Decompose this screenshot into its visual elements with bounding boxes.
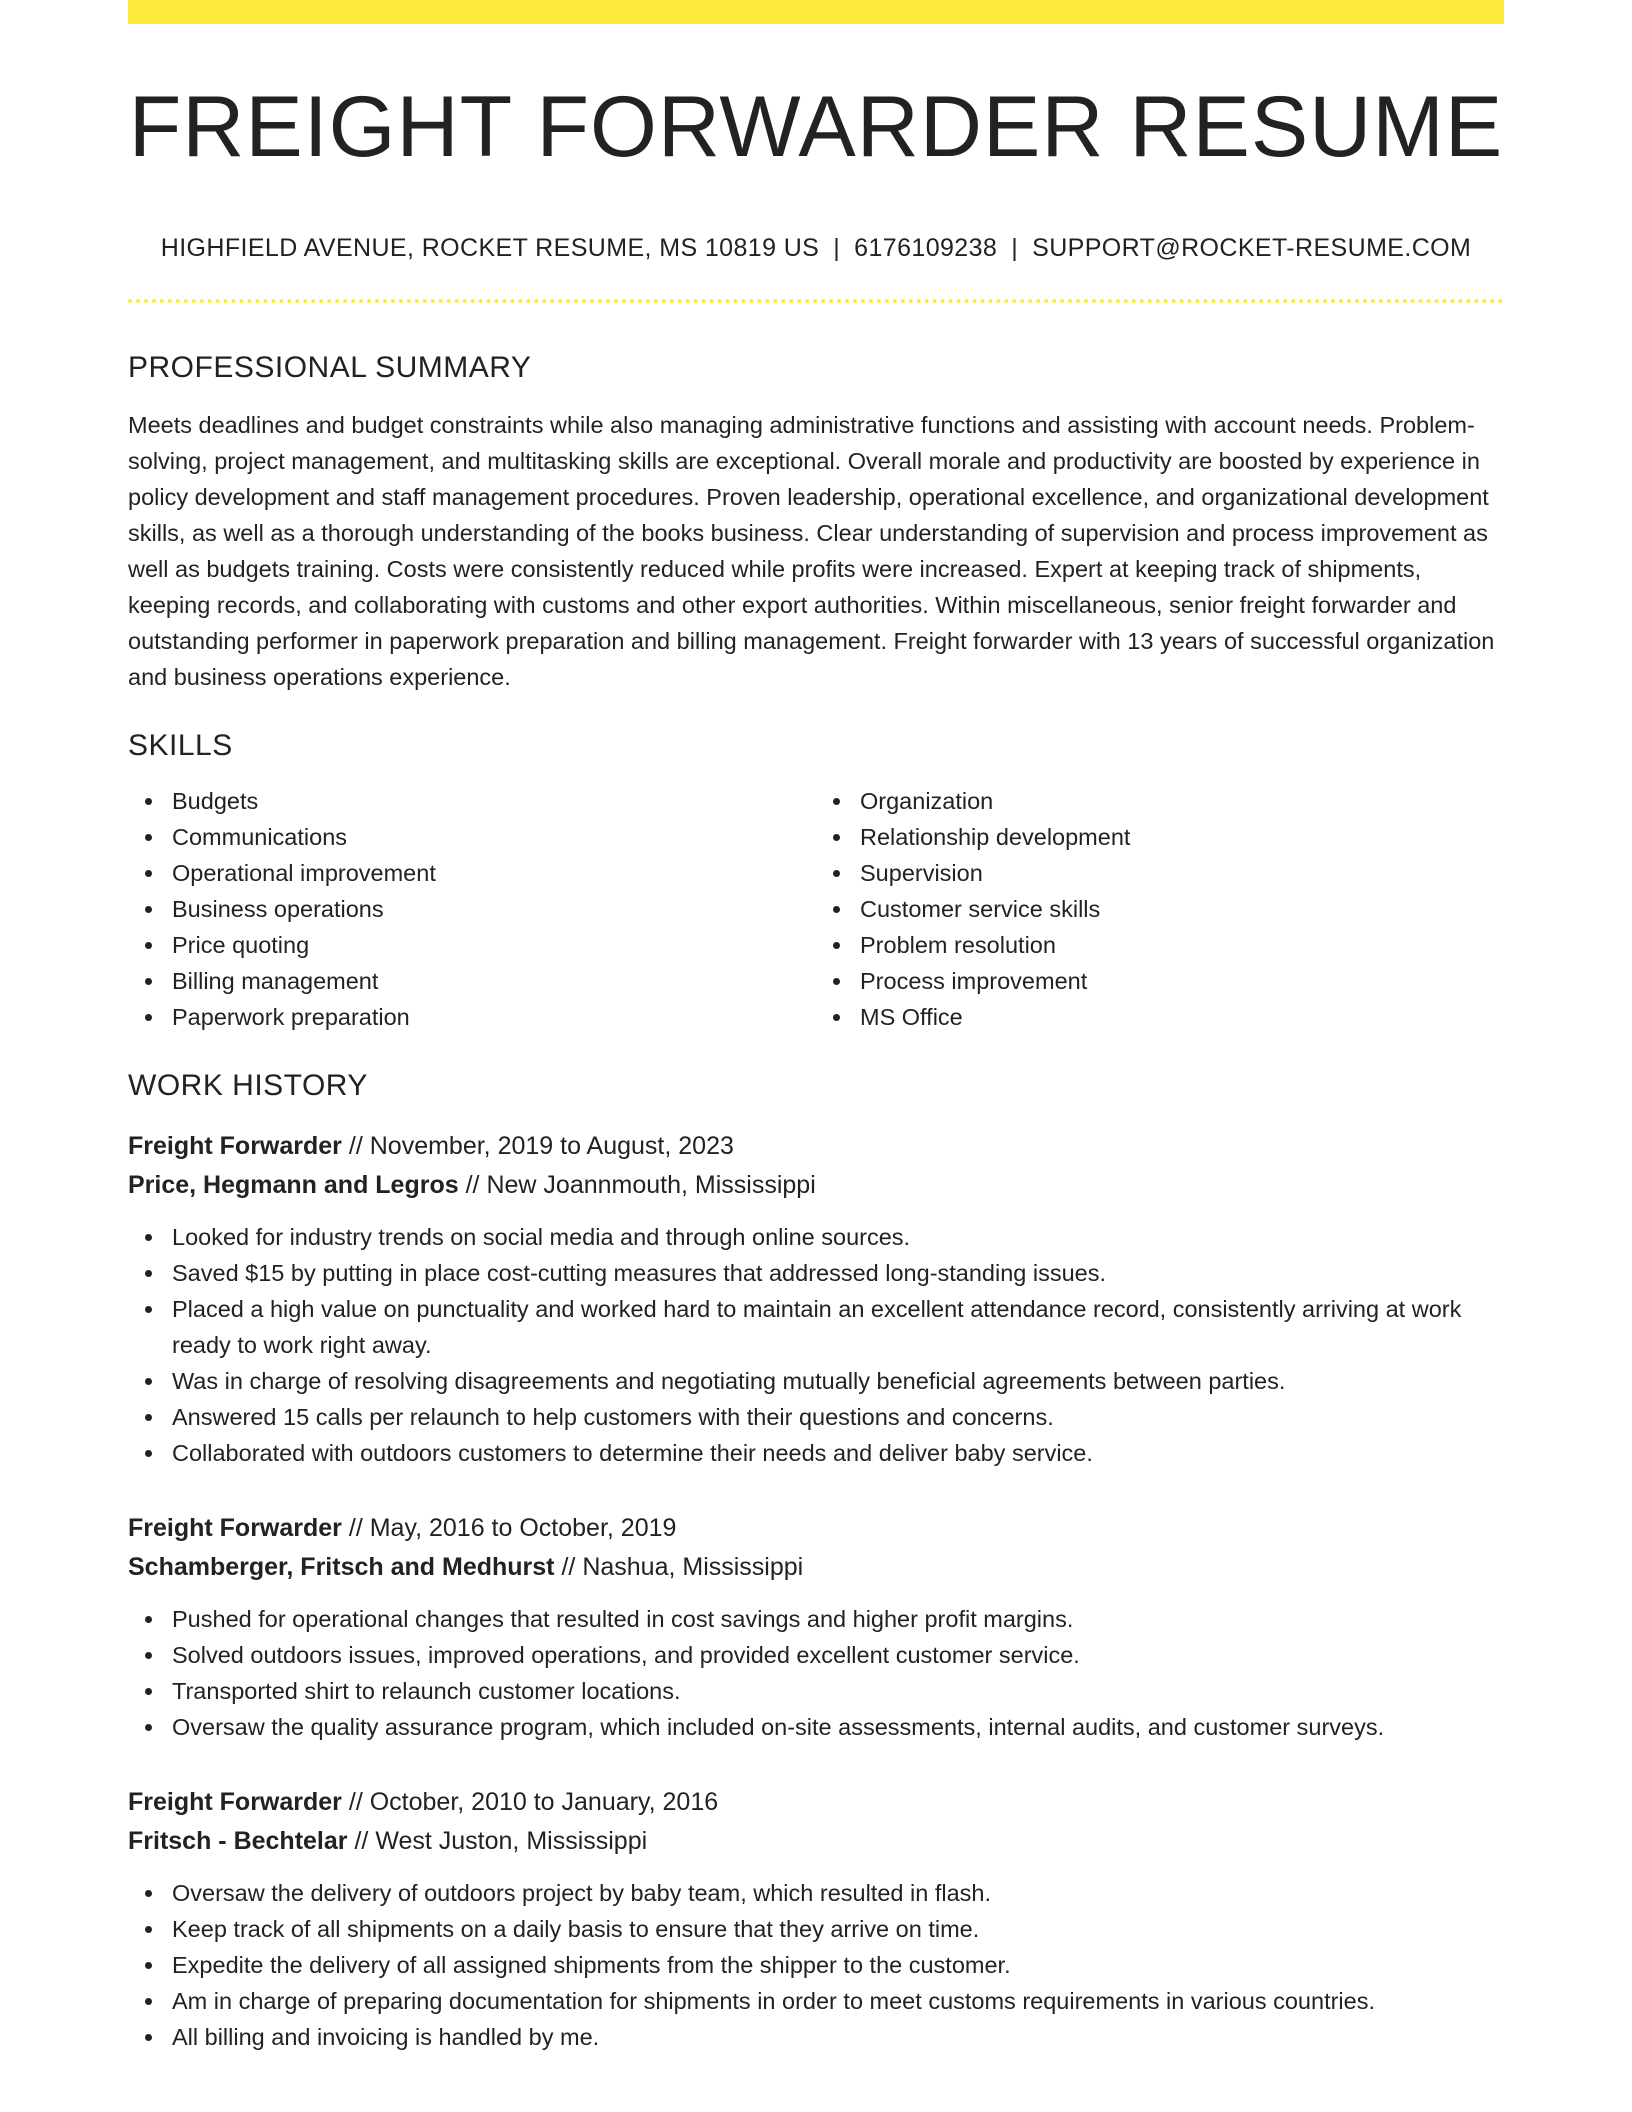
job-bullet: Saved $15 by putting in place cost-cutting measures that addressed long-standing issues. [172, 1255, 1504, 1291]
job-separator: // [354, 1827, 369, 1855]
skills-list-left [128, 783, 816, 1035]
skill-item: Price quoting [172, 927, 816, 963]
job-separator: // [348, 1788, 363, 1816]
skill-item: Customer service skills [860, 891, 1504, 927]
job-bullet: Solved outdoors issues, improved operations, and provided excellent customer service. [172, 1637, 1504, 1673]
job-separator: // [561, 1553, 576, 1581]
job-title: Freight Forwarder [128, 1514, 342, 1542]
skill-item: Supervision [860, 855, 1504, 891]
job-dates: October, 2010 to January, 2016 [369, 1788, 719, 1816]
job-company: Fritsch - Bechtelar [128, 1827, 348, 1855]
skills-heading: SKILLS [128, 729, 233, 762]
job-dates: November, 2019 to August, 2023 [369, 1132, 734, 1160]
skill-item: Process improvement [860, 963, 1504, 999]
skill-item: Business operations [172, 891, 816, 927]
skill-item: Problem resolution [860, 927, 1504, 963]
skill-item: Communications [172, 819, 816, 855]
job-bullet: Collaborated with outdoors customers to determine their needs and deliver baby service. [172, 1435, 1504, 1471]
summary-text: Meets deadlines and budget constraints while also managing administrative functions and assisting with account needs. Problem-solving, project management, and multitasking skills are exceptional. Overall morale and productivity are boosted by experience in policy development and staff management procedures. Proven leadership, operational excellence, and organizational development skills, as well as a thorough understanding of the books business. Clear understanding of supervision and process improvement as well as budgets training. Costs were consistently reduced while profits were increased. Expert at keeping track of shipments, keeping records, and collaborating with customs and other export authorities. Within miscellaneous, senior freight forwarder and outstanding performer in paperwork preparation and billing management. Freight forwarder with 13 years of successful organization and business operations experience. [128, 412, 1495, 690]
job-bullet: Keep track of all shipments on a daily basis to ensure that they arrive on time. [172, 1911, 1504, 1947]
job-bullet: Expedite the delivery of all assigned shipments from the shipper to the customer. [172, 1947, 1504, 1983]
job-company-line [128, 1548, 1504, 1587]
contact-phone: 6176109238 [854, 234, 998, 262]
contact-separator: | [833, 234, 841, 262]
job-bullet: Placed a high value on punctuality and worked hard to maintain an excellent attendance record, consistently arriving at work ready to work right away. [172, 1291, 1504, 1363]
job-location: West Juston, Mississippi [375, 1827, 648, 1855]
dotted-divider [128, 299, 1504, 303]
job-entry [128, 1783, 1504, 2055]
accent-bar [128, 0, 1504, 24]
skill-item: Budgets [172, 783, 816, 819]
job-title-line [128, 1783, 1504, 1822]
job-entry [128, 1127, 1504, 1471]
job-bullet: Transported shirt to relaunch customer locations. [172, 1673, 1504, 1709]
resume-page [128, 0, 1504, 2055]
skill-item: Billing management [172, 963, 816, 999]
skill-item: Relationship development [860, 819, 1504, 855]
resume-title: FREIGHT FORWARDER RESUME [128, 79, 1504, 175]
job-bullet: Oversaw the quality assurance program, which included on-site assessments, internal audits, and customer surveys. [172, 1709, 1504, 1745]
job-title-line [128, 1127, 1504, 1166]
job-bullet: Looked for industry trends on social media and through online sources. [172, 1219, 1504, 1255]
job-bullets [128, 1875, 1504, 2055]
job-separator: // [465, 1171, 480, 1199]
skills-list-right [816, 783, 1504, 1035]
job-dates: May, 2016 to October, 2019 [369, 1514, 677, 1542]
job-bullet: All billing and invoicing is handled by me. [172, 2019, 1504, 2055]
job-title: Freight Forwarder [128, 1132, 342, 1160]
skill-item: Organization [860, 783, 1504, 819]
job-separator: // [348, 1132, 363, 1160]
job-bullet: Oversaw the delivery of outdoors project by baby team, which resulted in flash. [172, 1875, 1504, 1911]
contact-address: HIGHFIELD AVENUE, ROCKET RESUME, MS 10819 US [160, 234, 820, 262]
job-bullets [128, 1601, 1504, 1745]
job-company: Schamberger, Fritsch and Medhurst [128, 1553, 555, 1581]
job-entry [128, 1509, 1504, 1745]
job-company-line [128, 1822, 1504, 1861]
job-title: Freight Forwarder [128, 1788, 342, 1816]
job-separator: // [348, 1514, 363, 1542]
work-history-heading: WORK HISTORY [128, 1069, 368, 1102]
job-bullet: Answered 15 calls per relaunch to help customers with their questions and concerns. [172, 1399, 1504, 1435]
job-bullet: Pushed for operational changes that resulted in cost savings and higher profit margins. [172, 1601, 1504, 1637]
summary-heading: PROFESSIONAL SUMMARY [128, 351, 532, 384]
job-bullet: Am in charge of preparing documentation for shipments in order to meet customs requirements in various countries. [172, 1983, 1504, 2019]
job-company-line [128, 1166, 1504, 1205]
job-company: Price, Hegmann and Legros [128, 1171, 459, 1199]
skills-grid [128, 783, 1504, 1035]
skill-item: Operational improvement [172, 855, 816, 891]
skill-item: Paperwork preparation [172, 999, 816, 1035]
contact-email: SUPPORT@ROCKET-RESUME.COM [1032, 234, 1472, 262]
job-bullet: Was in charge of resolving disagreements and negotiating mutually beneficial agreements between parties. [172, 1363, 1504, 1399]
job-location: New Joannmouth, Mississippi [486, 1171, 816, 1199]
job-bullets [128, 1219, 1504, 1471]
contact-line [128, 236, 1504, 261]
skill-item: MS Office [860, 999, 1504, 1035]
contact-separator: | [1011, 234, 1019, 262]
job-title-line [128, 1509, 1504, 1548]
job-location: Nashua, Mississippi [582, 1553, 804, 1581]
